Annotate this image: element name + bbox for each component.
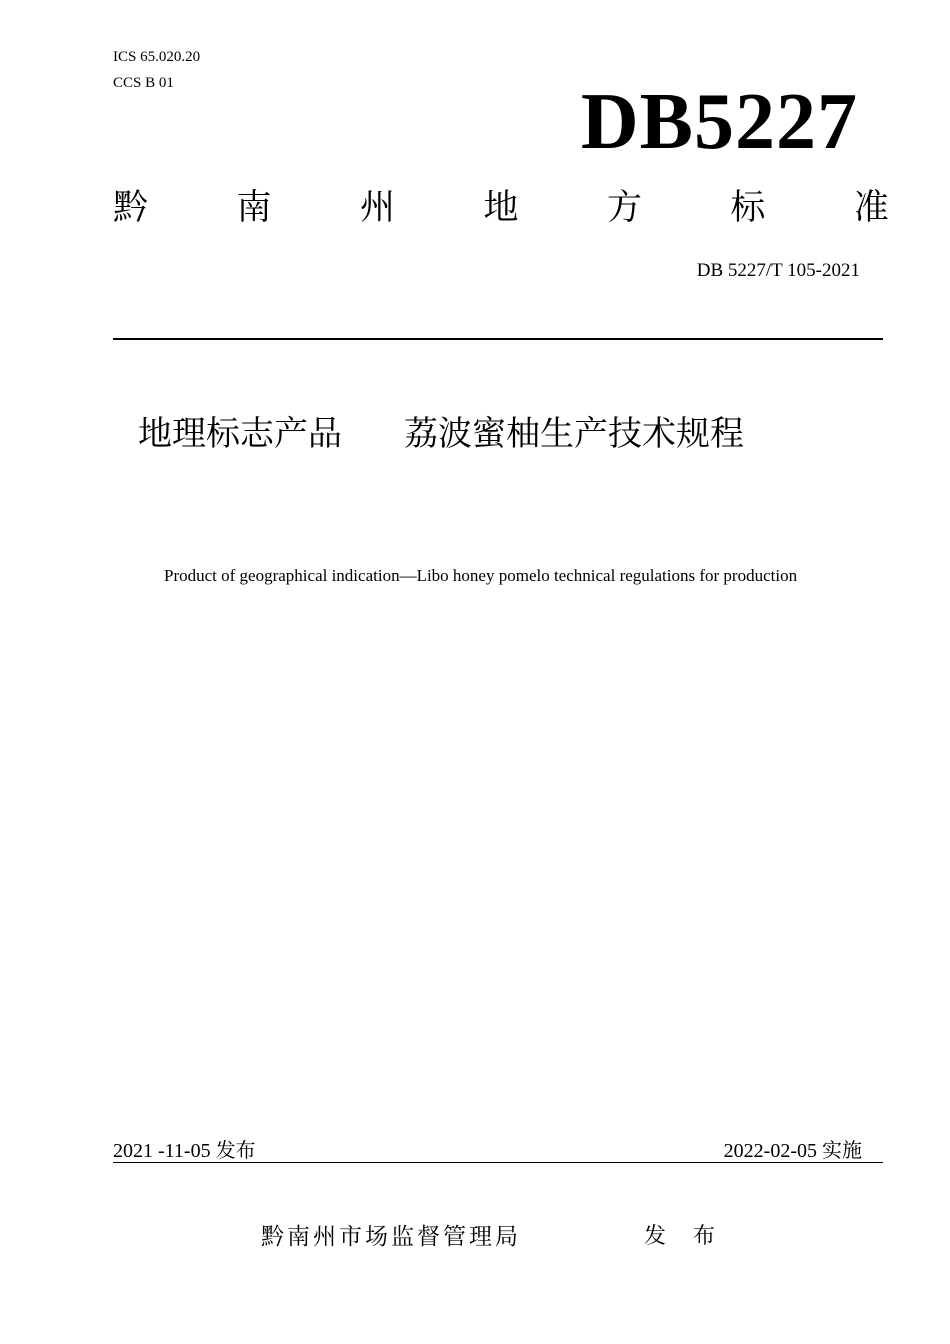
ccs-code: CCS B 01 <box>113 75 174 91</box>
ics-code: ICS 65.020.20 <box>113 49 201 65</box>
standard-type-char: 黔 <box>113 188 149 228</box>
issuing-authority: 黔南州市场监督管理局 <box>261 1224 521 1250</box>
standard-type-char: 地 <box>483 188 519 228</box>
issued-label: 发 布 <box>644 1224 725 1249</box>
standard-type-char: 准 <box>853 188 889 228</box>
standard-type-char: 标 <box>730 188 766 228</box>
standard-code: DB5227 <box>580 78 858 166</box>
header-divider <box>113 338 883 340</box>
issue-date: 2021 -11-05 发布 <box>113 1140 256 1162</box>
english-title: Product of geographical indication—Libo honey pomelo technical regulations for production <box>164 566 798 585</box>
standard-type-char: 南 <box>236 188 272 228</box>
standard-number: DB 5227/T 105-2021 <box>696 260 860 281</box>
title-part-1: 地理标志产品 <box>138 414 342 454</box>
implementation-date: 2022-02-05 实施 <box>723 1140 862 1162</box>
document-title <box>138 412 744 456</box>
footer-divider <box>113 1162 883 1163</box>
standard-type-char: 方 <box>606 188 642 228</box>
standard-type-char: 州 <box>359 188 395 228</box>
standard-type-title <box>113 186 889 230</box>
title-part-2: 荔波蜜柚生产技术规程 <box>404 414 744 454</box>
